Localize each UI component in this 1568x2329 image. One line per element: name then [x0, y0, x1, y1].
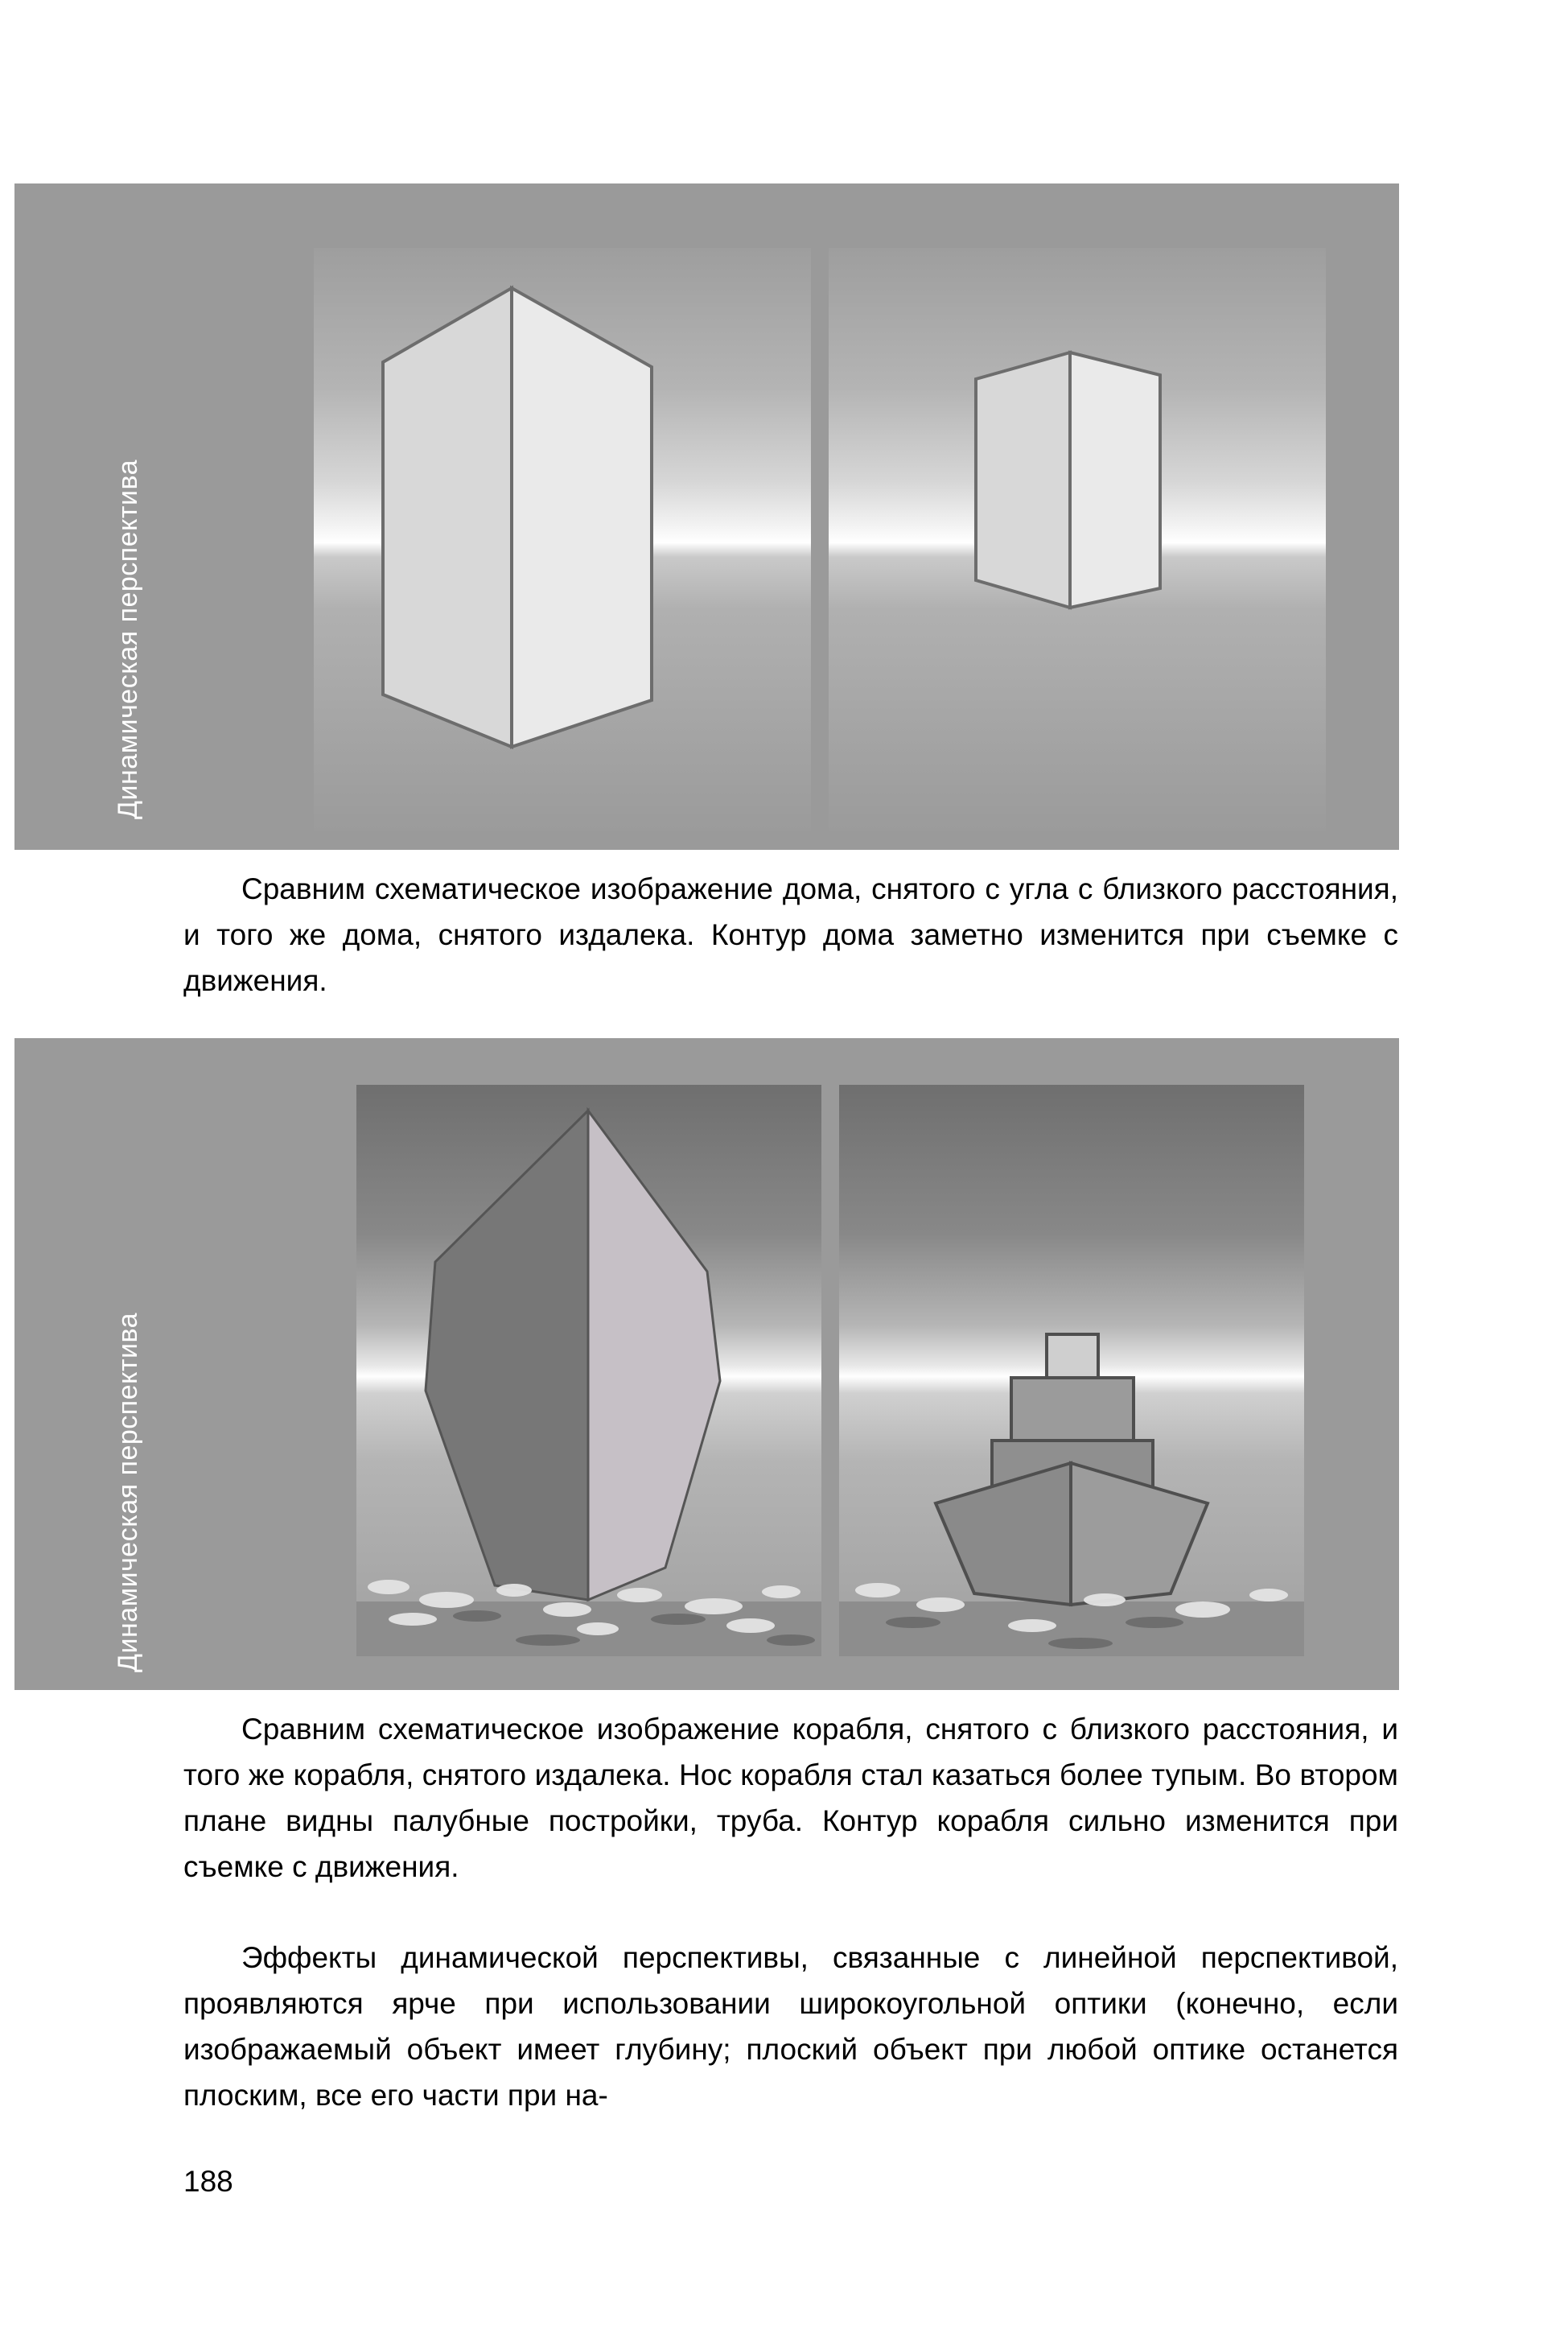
ship-close-up-panel	[356, 1085, 821, 1656]
paragraph-ship	[183, 1706, 1398, 1890]
house-distant-panel	[829, 248, 1326, 831]
page-number: 188	[183, 2165, 233, 2198]
paragraph-effects-text: Эффекты динамической перспективы, связанные с линейной перспективой, проявляются ярче при использовании широкоугольной оптики (конечно, если изображаемый объект имеет глубину; плоский объект при любой оптике останется плоским, все его части при на-	[183, 1941, 1398, 2112]
house-close-up-drawing	[314, 248, 811, 831]
paragraph-house	[183, 866, 1398, 1004]
paragraph-effects	[183, 1935, 1398, 2118]
ship-distant-drawing	[839, 1085, 1304, 1656]
paragraph-house-text: Сравним схематическое изображение дома, снятого с угла с близкого расстояния, и того же дома, снятого издалека. Контур дома заметно изменится при съемке с движения.	[183, 872, 1398, 997]
ship-panel-pair	[356, 1085, 1304, 1656]
house-close-up-panel	[314, 248, 811, 831]
ship-distant-panel	[839, 1085, 1304, 1656]
side-caption-dynamic-perspective-2: Динамическая перспектива	[113, 1312, 143, 1672]
house-distant-drawing	[829, 248, 1326, 831]
ship-close-up-drawing	[356, 1085, 821, 1656]
paragraph-ship-text: Сравним схематическое изображение корабля, снятого с близкого расстояния, и того же корабля, снятого издалека. Нос корабля стал казаться более тупым. Во втором плане видны палубные постройки, труба. Контур корабля сильно изменится при съемке с движения.	[183, 1713, 1398, 1883]
house-panel-pair	[314, 248, 1326, 831]
side-caption-dynamic-perspective-1: Динамическая перспектива	[113, 459, 143, 819]
